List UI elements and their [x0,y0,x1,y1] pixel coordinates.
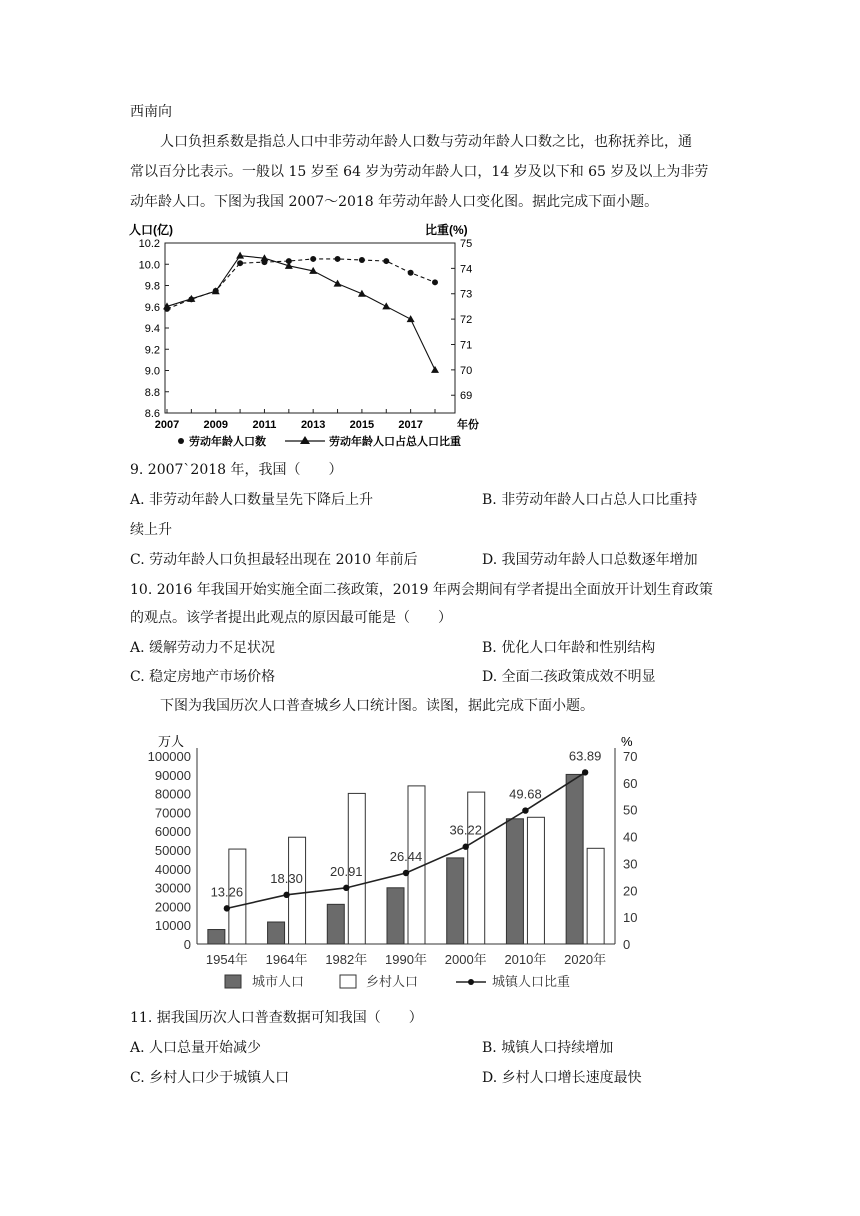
urban-share-data-label: 26.44 [389,848,423,864]
x-tick-label: 2017 [398,419,423,431]
y-tick-label: 60000 [154,824,191,840]
q11-option-c[interactable]: C. 乡村人口少于城镇人口 [130,1070,290,1086]
labor-share-point [334,280,342,287]
y-tick-label: 10000 [154,918,191,934]
q9-option-c[interactable]: C. 劳动年龄人口负担最轻出现在 2010 年前后 [130,552,418,568]
x-axis-title: 年份 [457,419,479,431]
x-tick-label: 2010年 [504,952,547,967]
q10-option-d[interactable]: D. 全面二孩政策成效不明显 [482,669,656,685]
legend-share-marker [468,979,474,985]
labor-population-point [359,257,365,263]
y-tick-label: 9.0 [144,365,160,378]
labor-share-point [358,290,366,297]
x-tick-label: 2009 [203,419,228,431]
intro-2: 下图为我国历次人口普查城乡人口统计图。读图，据此完成下面小题。 [160,698,594,714]
y-tick-label: 9.8 [144,280,160,293]
urban-share-point [403,870,409,876]
y2-axis-title: % [621,734,633,749]
y2-tick-label: 75 [460,238,473,250]
rural-population-bar [289,837,306,944]
y-tick-label: 8.6 [144,408,160,420]
labor-population-point [432,279,438,285]
urban-population-bar [447,858,464,944]
urban-population-bar [506,819,523,944]
y2-tick-label: 71 [460,339,473,352]
urban-share-data-label: 18.30 [270,870,303,886]
rural-population-bar [587,848,604,944]
urban-share-data-label: 63.89 [568,748,602,764]
y-axis-title: 人口(亿) [129,223,173,237]
x-tick-label: 1982年 [325,952,368,967]
urban-share-point [582,769,588,775]
q9-option-b-continued: 续上升 [130,522,172,538]
plot-frame [165,243,455,413]
y-tick-label: 50000 [154,843,191,858]
labor-share-point [407,315,415,322]
y-tick-label: 40000 [154,861,191,877]
legend-share-label: 城镇人口比重 [492,974,571,989]
y2-tick-label: 50 [623,802,638,818]
y-tick-label: 9.2 [144,344,160,357]
y2-tick-label: 30 [623,856,638,872]
labor-population-point [237,260,243,266]
y-tick-label: 90000 [154,767,191,783]
intro-line-1: 人口负担系数是指总人口中非劳动年龄人口数与劳动年龄人口数之比，也称抚养比，通 [160,134,692,150]
section-heading: 西南向 [130,104,172,120]
y2-tick-label: 73 [460,288,473,301]
y-tick-label: 10.0 [138,259,160,272]
legend-labor-share: 劳动年龄人口占总人口比重 [329,436,461,448]
x-tick-label: 1964年 [265,952,308,967]
legend-rural-swatch [340,975,356,988]
y-tick-label: 0 [183,937,191,952]
labor-population-point [383,258,389,264]
urban-population-bar [327,904,344,944]
urban-share-data-label: 20.91 [330,863,363,879]
urban-share-data-label: 13.26 [210,884,244,900]
x-tick-label: 2000年 [444,952,487,967]
labor-share-point [431,366,439,373]
y2-tick-label: 60 [623,775,638,791]
y-tick-label: 70000 [154,805,191,821]
labor-population-line-chart [125,218,495,450]
intro-line-2: 常以百分比表示。一般以 15 岁至 64 岁为劳动年龄人口，14 岁及以下和 65 岁及以上为非劳 [130,164,709,180]
labor-population-point [408,270,414,276]
y-tick-label: 9.4 [144,323,160,335]
y2-tick-label: 20 [623,883,638,899]
urban-share-point [522,807,528,813]
legend-urban-swatch [225,975,241,988]
y2-tick-label: 70 [623,749,638,764]
y-tick-label: 100000 [147,749,191,764]
urban-share-point [224,905,230,911]
labor-share-point [236,252,244,259]
y2-tick-label: 72 [460,314,473,327]
q10-option-b[interactable]: B. 优化人口年龄和性别结构 [482,640,656,656]
x-tick-label: 2011 [252,419,277,431]
q10-option-a[interactable]: A. 缓解劳动力不足状况 [130,640,276,656]
y2-tick-label: 70 [460,364,473,377]
y-tick-label: 9.6 [144,301,160,314]
x-tick-label: 2015 [349,419,375,431]
urban-population-bar [268,922,285,944]
y2-tick-label: 10 [623,910,638,926]
rural-population-bar [468,792,485,944]
q11-option-b[interactable]: B. 城镇人口持续增加 [482,1040,614,1056]
y2-tick-label: 40 [623,829,638,845]
labor-population-point [310,256,316,262]
y-tick-label: 10.2 [138,238,160,250]
x-tick-label: 2013 [300,419,326,431]
urban-share-data-label: 36.22 [449,822,482,838]
series-labor-share-line [167,256,435,370]
y-tick-label: 8.8 [144,386,160,399]
q11-option-a[interactable]: A. 人口总量开始减少 [130,1040,262,1056]
urban-population-bar [566,774,583,944]
q9-option-b[interactable]: B. 非劳动年龄人口占总人口比重持 [482,492,698,508]
legend-rural-label: 乡村人口 [366,974,419,989]
urban-share-data-label: 49.68 [509,786,542,802]
y-tick-label: 30000 [154,880,191,896]
series-labor-population-line [167,259,435,309]
legend-labor-population: 劳动年龄人口数 [189,436,266,448]
legend-urban-label: 城市人口 [252,974,305,989]
x-tick-label: 2020年 [564,952,607,967]
y2-tick-label: 74 [460,263,473,276]
q9-option-a[interactable]: A. 非劳动年龄人口数量呈先下降后上升 [130,492,374,508]
y-axis-title: 万人 [158,734,185,749]
y2-axis-title: 比重(%) [425,223,468,237]
urban-rural-census-chart [140,726,660,996]
q9-stem: 9. 2007`2018 年，我国（ ） [130,462,343,478]
q10-stem-2: 的观点。该学者提出此观点的原因最可能是（ ） [130,610,452,626]
urban-share-point [283,892,289,898]
y-tick-label: 20000 [154,899,191,915]
q11-option-d[interactable]: D. 乡村人口增长速度最快 [482,1070,642,1086]
y-tick-label: 80000 [154,786,191,802]
urban-population-bar [208,930,225,944]
x-tick-label: 1954年 [205,952,248,967]
q10-stem-1: 10. 2016 年我国开始实施全面二孩政策，2019 年两会期间有学者提出全面放开计划生育政策 [130,582,713,598]
labor-population-point [335,256,341,262]
urban-population-bar [387,888,404,944]
y2-tick-label: 69 [460,390,473,403]
labor-share-point [382,302,390,309]
intro-line-3: 动年龄人口。下图为我国 2007～2018 年劳动年龄人口变化图。据此完成下面小题。 [130,194,659,210]
y2-tick-label: 0 [623,937,631,952]
x-tick-label: 1990年 [385,952,427,967]
q10-option-c[interactable]: C. 稳定房地产市场价格 [130,669,276,685]
q9-option-d[interactable]: D. 我国劳动年龄人口总数逐年增加 [482,552,698,568]
rural-population-bar [527,817,544,944]
q11-stem: 11. 据我国历次人口普查数据可知我国（ ） [130,1010,423,1026]
urban-share-point [463,844,469,850]
legend-triangle-marker [300,436,310,444]
urban-share-point [343,885,349,891]
x-tick-label: 2007 [154,419,180,431]
legend-circle-marker [178,438,184,444]
